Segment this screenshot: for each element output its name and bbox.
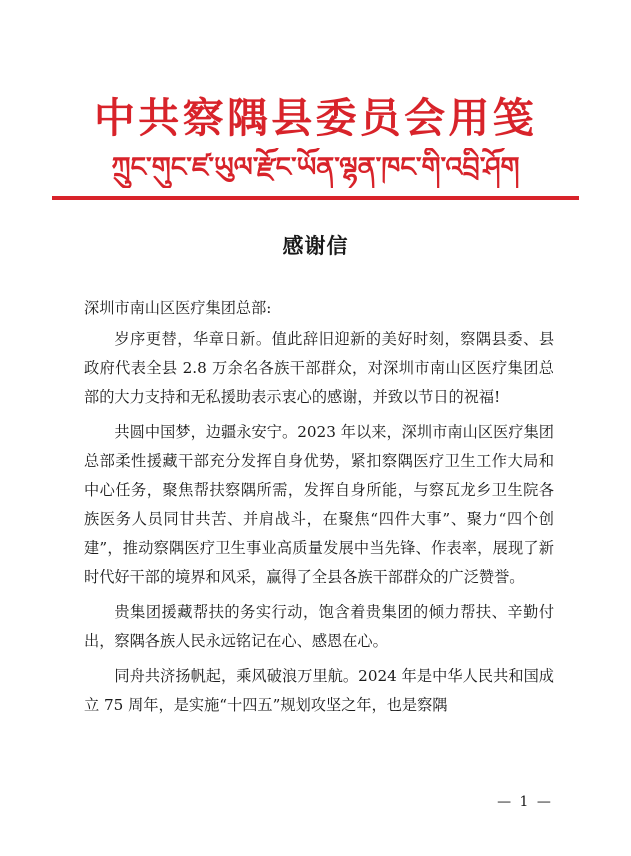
letterhead-tibetan-title: ཀྲུང་གུང་ཛ་ཡུལ་རྫོང་ཡོན་ལྷན་ཁང་གི་འབྲི་ཤོག — [111, 152, 520, 183]
letterhead — [52, 92, 579, 188]
letter-paragraph-1: 岁序更替，华章日新。值此辞旧迎新的美好时刻，察隅县委、县政府代表全县 2.8 万余名各族干部群众，对深圳市南山区医疗集团总部的大力支持和无私援助表示衷心的感谢，并致以节日的祝福! — [84, 330, 554, 406]
letter-paragraph-4: 同舟共济扬帆起，乘风破浪万里航。2024 年是中华人民共和国成立 75 周年，是实施“十四五”规划攻坚之年，也是察隅 — [84, 667, 554, 714]
letter-paragraph-3: 贵集团援藏帮扶的务实行动，饱含着贵集团的倾力帮扶、辛勤付出，察隅各族人民永远铭记在心、感恩在心。 — [84, 603, 554, 650]
letter-paragraph-2: 共圆中国梦，边疆永安宁。2023 年以来，深圳市南山区医疗集团总部柔性援藏干部充分发挥自身优势，紧扣察隅医疗卫生工作大局和中心任务，聚焦帮扶察隅所需，发挥自身所能，与察瓦龙乡卫生院各族医务人员同甘共苦、并肩战斗，在聚焦“四件大事”、聚力“四个创建”，推动察隅医疗卫生事业高质量发展中当先锋、作表率，展现了新时代好干部的境界和风采，赢得了全县各族干部群众的广泛赞誉。 — [84, 423, 554, 586]
letter-salutation: 深圳市南山区医疗集团总部: — [84, 299, 272, 317]
letterhead-divider — [52, 196, 579, 200]
letter-title: 感谢信 — [282, 234, 349, 258]
letter-body — [84, 294, 554, 726]
page-number: — 1 — — [497, 794, 553, 810]
letterhead-chinese-title: 中共察隅县委员会用笺 — [94, 94, 537, 142]
